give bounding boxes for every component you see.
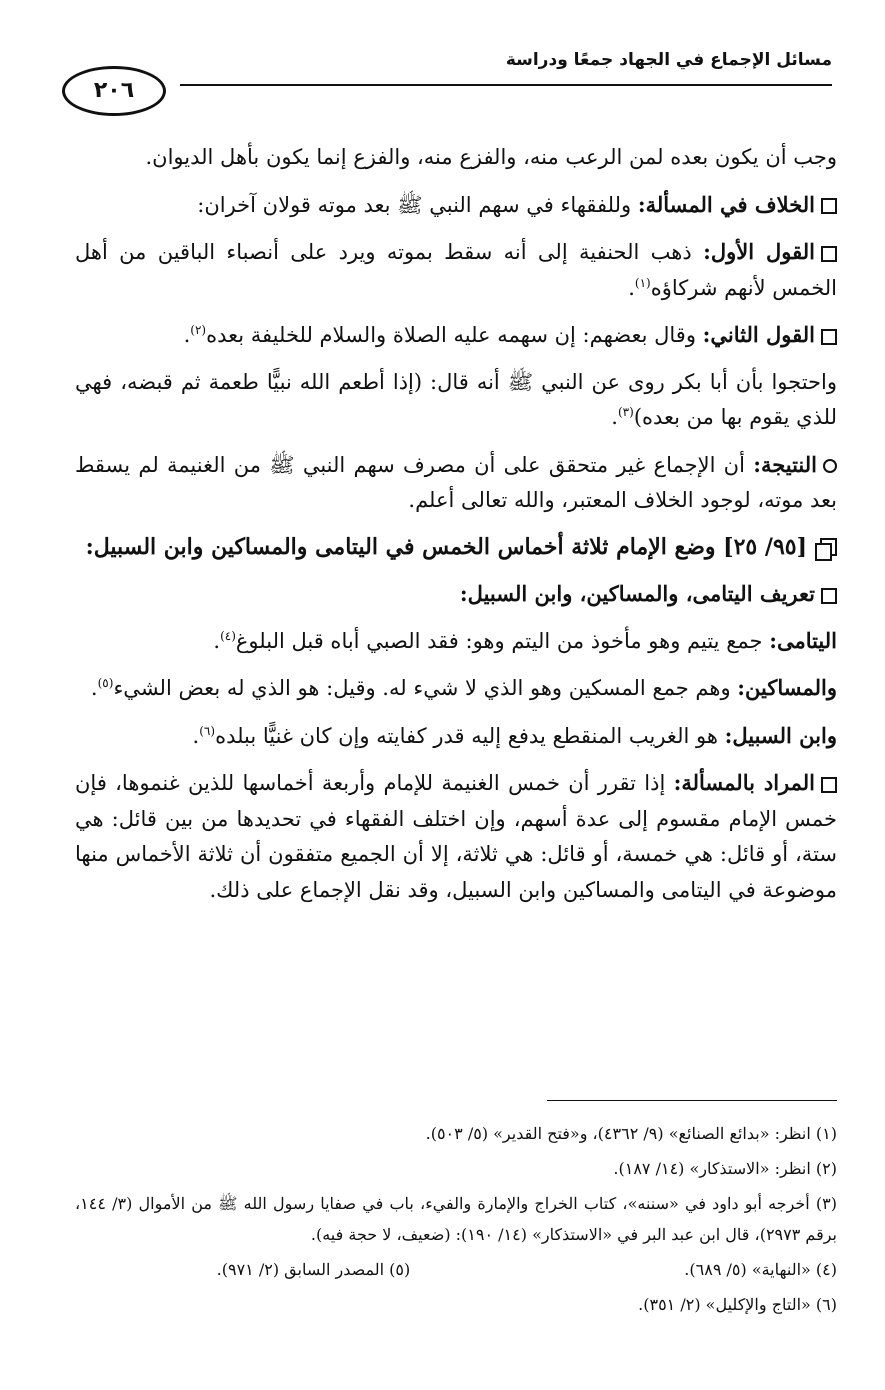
paragraph-continuation: وجب أن يكون بعده لمن الرعب منه، والفزع منه، والفزع إنما يكون بأهل الديوان. [145,145,837,169]
paragraph-label: والمساكين: [737,675,837,700]
sub-heading-text: تعريف اليتامى، والمساكين، وابن السبيل: [459,581,815,606]
paragraph-needy [75,670,837,707]
paragraph-text: أن الإجماع غير متحقق على أن مصرف سهم النبي ﷺ من الغنيمة لم يسقط بعد موته، لوجود الخلاف المعتبر، والله تعالى أعلم. [75,452,837,512]
paragraph-first-opinion [75,234,837,306]
paragraph-text: وقال بعضهم: إن سهمه عليه الصلاة والسلام للخليفة بعده [206,323,703,347]
paragraph-text: واحتجوا بأن أبا بكر روى عن النبي ﷺ أنه قال: (إذا أطعم الله نبيًّا طعمة ثم قبضه، فهي للذي يقوم بها من بعده) [75,369,837,429]
paragraph-label: النتيجة: [753,451,817,477]
square-bullet-icon [821,198,837,214]
paragraph-text: إذا تقرر أن خمس الغنيمة للإمام وأربعة أخماسها للذين غنموها، فإن خمس الإمام مقسوم إلى عدة أسهم، وإن اختلف الفقهاء في تحديدها من بين قائل: هي ستة، أو قائل: هي خمسة، أو قائل: هي ثلاثة، إلا أن الجميع متفقون أن ثلاثة الأخماس منها موضوعة في اليتامى والمساكين وابن السبيل، وقد نقل الإجماع على ذلك. [75,771,837,902]
paragraph-text: وهم جمع المسكين وهو الذي لا شيء له. وقيل: هو الذي له بعض الشيء [113,676,738,700]
page-number: ٢٠٦ [62,66,166,116]
footnote-separator [547,1100,837,1101]
main-text [75,140,837,919]
sentence-end: . [192,723,200,748]
sentence-end: . [628,275,635,300]
paragraph-text: ذهب الحنفية إلى أنه سقط بموته ويرد على أنصباء الباقين من أهل الخمس لأنهم شركاؤه [75,240,837,300]
paragraph-label: القول الأول: [703,239,815,264]
footnote-pair [75,1254,837,1285]
square-bullet-icon [821,246,837,262]
sentence-end: . [611,405,618,429]
paragraph-label: المراد بالمسألة: [673,770,816,795]
paragraph-label: وابن السبيل: [724,722,837,748]
footnote-5: (٥) المصدر السابق (٢/ ٩٧١). [216,1260,411,1279]
footnote-3: (٣) أخرجه أبو داود في «سننه»، كتاب الخراج والإمارة والفيء، باب في صفايا رسول الله ﷺ من الأموال (٣/ ١٤٤، برقم ٢٩٧٣)، قال ابن عبد البر في «الاستذكار» (١٤/ ١٩٠): (ضعيف، لا حجة فيه). [75,1194,837,1244]
square-bullet-icon [821,329,837,345]
paragraph-text: جمع يتيم وهو مأخوذ من اليتم وهو: فقد الصبي أباه قبل البلوغ [235,628,770,653]
footnote-ref[interactable]: (٤) [220,628,236,643]
footnote-ref[interactable]: (٥) [97,676,114,690]
paragraph-evidence [75,365,837,436]
square-bullet-icon [821,777,837,793]
paragraph-text: هو الغريب المنقطع يدفع إليه قدر كفايته وإن كان غنيًّا ببلده [215,723,725,748]
header-rule [180,84,832,86]
paragraph-text: وللفقهاء في سهم النبي ﷺ بعد موته قولان آخران: [197,192,638,217]
page-header [62,50,832,130]
sentence-end: . [183,323,191,347]
footnote-1: (١) انظر: «بدائع الصنائع» (٩/ ٤٣٦٢)، و«فتح القدير» (٥/ ٥٠٣). [425,1124,837,1143]
square-bullet-icon [821,588,837,604]
footnote-ref[interactable]: (٣) [617,405,634,419]
documents-icon [817,538,837,558]
paragraph-orphans [75,623,837,660]
paragraph-disagreement [75,187,837,224]
footnote-ref[interactable]: (٢) [190,323,207,337]
paragraph-label: الخلاف في المسألة: [637,191,815,217]
paragraph-second-opinion [75,317,837,354]
sentence-end: . [90,676,98,700]
paragraph-wayfarer [75,718,837,755]
footnote-4: (٤) «النهاية» (٥/ ٦٨٩). [684,1260,837,1279]
footnote-ref[interactable]: (٦) [199,723,216,738]
footnote-6: (٦) «التاج والإكليل» (٢/ ٣٥١). [638,1295,837,1314]
paragraph-label: اليتامى: [769,627,837,653]
footnotes [75,1118,837,1324]
section-heading-text: [٩٥/ ٢٥] وضع الإمام ثلاثة أخماس الخمس في اليتامى والمساكين وابن السبيل: [85,533,807,560]
footnote-ref[interactable]: (١) [634,275,651,290]
section-heading [75,530,837,566]
running-title: مسائل الإجماع في الجهاد جمعًا ودراسة [505,50,832,70]
paragraph-meaning [75,765,837,908]
paragraph-label: القول الثاني: [702,322,815,347]
circle-bullet-icon [823,459,837,473]
sub-heading [75,576,837,612]
sentence-end: . [213,628,221,653]
footnote-2: (٢) انظر: «الاستذكار» (١٤/ ١٨٧). [613,1159,837,1178]
paragraph-result [75,447,837,519]
